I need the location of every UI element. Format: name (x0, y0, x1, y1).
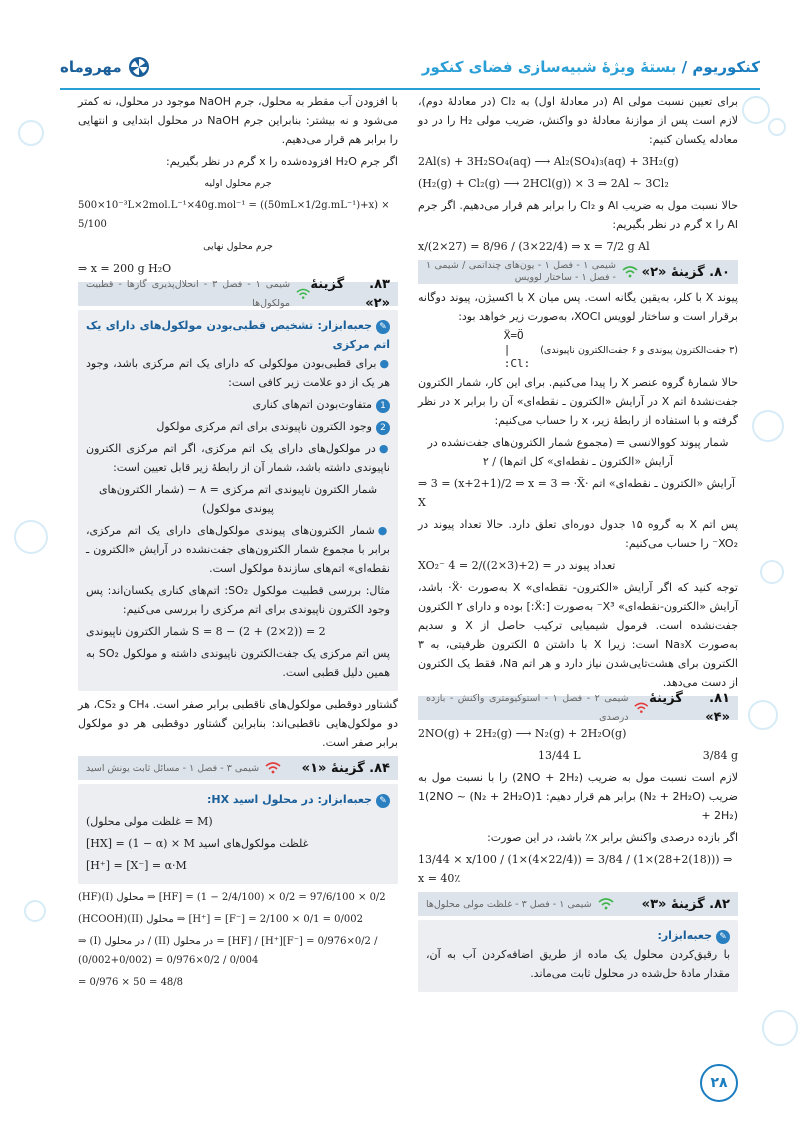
toolbox-heading: جعبه‌ابزار: (657, 929, 712, 942)
paragraph: پیوند X با کلر، به‌یقین یگانه است. پس میان X با اکسیژن، پیوند دوگانه برقرار است و ساختار لوویس XOCl، به‌صورت زیر خواهد بود: (418, 291, 739, 323)
list-item: ●شمار الکترون‌های پیوندی مولکول‌های دارای یک اتم مرکزی، برابر با مجموع شمار الکترون‌های جفت‌نشده در آرایش «الکترون ـ نقطه‌ای» اتم‌های سازندهٔ مولکول است. (86, 524, 390, 575)
paragraph: اگر بازده درصدی واکنش برابر x٪ باشد، در این صورت: (487, 831, 738, 844)
decor-bubble (24, 900, 46, 922)
equation: (HF)(I) محلول ⇒ [HF] = (1 − 2/4/100) × 0/2 = 97/6/100 × 0/2 (78, 892, 386, 903)
decor-bubble (752, 410, 784, 442)
bullet-icon: ● (378, 442, 390, 455)
bullet-icon: ● (377, 524, 390, 537)
list-item: ●برای قطبی‌بودن مولکولی که دارای یک اتم مرکزی باشد، وجود هر یک از دو علامت زیر کافی است: (86, 357, 390, 389)
bullet-icon: ● (379, 357, 390, 370)
right-column (418, 92, 738, 996)
question-number: ۸۱. گزینهٔ «۴» (649, 691, 730, 725)
question-bar-80 (418, 260, 738, 284)
equation-under: 13/44 L 3/84 g (538, 749, 738, 762)
equation: شمار الکترون ناپیوندی S = 8 − (2 + (2×2)) = 2 (86, 625, 326, 638)
question-number: ۸۲. گزینهٔ «۳» (641, 896, 730, 912)
page-header (60, 52, 760, 90)
decor-bubble (14, 520, 48, 554)
list-item: 1متفاوت‌بودن اتم‌های کناری (86, 395, 390, 414)
paragraph: پس اتم مرکزی یک جفت‌الکترون ناپیوندی داشته و مولکول SO₂ به همین دلیل قطبی است. (86, 647, 390, 679)
equation: ⇒ 3 = (x+2+1)/2 ⇒ x = 3 ⇒ ·Ẍ· آرایش «الکترون ـ نقطه‌ای» اتم X (418, 477, 736, 509)
equation: x/(2×27) = 8/96 / (3×22/4) ⇒ x = 7/2 g Al (418, 240, 650, 253)
equation: (HCOOH)(II) محلول ⇒ [H⁺] = [F⁻] = 2/100 × 0/1 = 0/002 (78, 914, 363, 925)
decor-bubble (742, 96, 770, 124)
paragraph: حالا شمارهٔ گروه عنصر X را پیدا می‌کنیم. برای این کار، شمار الکترون جفت‌نشدهٔ اتم X در آرایش «الکترون ـ نقطه‌ای» آن را برابر x در نظر گرفته و با استفاده از رابطهٔ زیر، x را حساب می‌کنیم: (418, 376, 739, 427)
equation: [HX] = (1 − α) × M غلظت مولکول‌های اسید (86, 837, 309, 850)
toolbox-heading: جعبه‌ابزار: در محلول اسید HX: (206, 793, 372, 806)
question-topic: شیمی ۱ - فصل ۱ - یون‌های چنداتمی / شیمی ۱ - فصل ۱ - ساختار لوویس (426, 260, 616, 283)
lewis-note: (۳ جفت‌الکترون پیوندی و ۶ جفت‌الکترون ناپیوندی) (540, 344, 738, 356)
page-number: ۲۸ (700, 1064, 738, 1102)
question-bar-83 (78, 277, 398, 311)
paragraph: گشتاور دوقطبی مولکول‌های ناقطبی برابر صفر است. CH₄ و CS₂، هر دو مولکول‌هایی ناقطبی‌اند: بنابراین گشتاور دوقطبی هر دو مولکول برابر صفر است. (78, 698, 398, 749)
toolbox (78, 784, 398, 884)
question-topic: شیمی ۱ - فصل ۳ - غلظت مولی محلول‌ها (426, 898, 592, 910)
wrench-icon: ✎ (376, 794, 390, 808)
fan-logo-icon (128, 56, 150, 78)
toolbox-text: با رقیق‌کردن محلول یک ماده از طریق اضافه‌کردن آب به آن، مقدار مادهٔ حل‌شده در محلول ثابت می‌ماند. (426, 948, 730, 980)
list-item: 2وجود الکترون ناپیوندی برای اتم مرکزی مولکول (86, 417, 390, 436)
left-column (78, 92, 398, 995)
equation-label: جرم محلول نهایی (203, 241, 273, 252)
decor-bubble (18, 120, 44, 146)
paragraph: حالا نسبت مول به ضریب Al و Cl₂ را برابر هم قرار می‌دهیم. اگر جرم Al را x گرم در نظر بگیریم: (418, 199, 738, 231)
wrench-icon: ✎ (716, 930, 730, 944)
question-bar-82 (418, 892, 738, 916)
paragraph: با افزودن آب مقطر به محلول، جرم NaOH موجود در محلول، نه کمتر می‌شود و نه بیشتر: بنابراین جرم NaOH در محلول ابتدایی و انتهایی را برابر هم قرار می‌دهیم. (78, 95, 398, 146)
toolbox-heading: جعبه‌ابزار: تشخیص قطبی‌بودن مولکول‌های دارای یک اتم مرکزی (86, 319, 390, 351)
equation: 13/44 × x/100 / (1×(4×22/4)) = 3/84 / (1×(28+2(18))) ⇒ x = 40٪ (418, 853, 733, 885)
equation: 2Al(s) + 3H₂SO₄(aq) ⟶ Al₂(SO₄)₃(aq) + 3H₂(g) (418, 155, 679, 168)
question-bar-84 (78, 756, 398, 780)
paragraph: اگر جرم H₂O افزوده‌شده را x گرم در نظر بگیریم: (166, 155, 398, 168)
question-topic: شیمی ۱ - فصل ۳ - انحلال‌پذیری گازها - قطبیت مولکول‌ها (86, 279, 291, 309)
decor-bubble (760, 560, 784, 584)
lewis-drawing: Ẍ=Ö | :Cl: (503, 329, 531, 370)
equation: 500×10⁻³L×2mol.L⁻¹×40g.mol⁻¹ = ((50mL×1/2g.mL⁻¹)+x) × 5/100 (78, 200, 390, 230)
brand-logo (60, 56, 150, 78)
decor-bubble (768, 118, 786, 136)
signal-icon (296, 288, 310, 300)
number-badge: 2 (376, 421, 390, 435)
signal-icon (265, 762, 281, 774)
equation: (غلظت مولی محلول = M) (86, 815, 213, 828)
question-bar-81 (418, 691, 738, 725)
decor-bubble (762, 1010, 798, 1046)
brand-name: مهروماه (60, 58, 122, 76)
equation: XO₂⁻ تعداد پیوند در = (2+(3×2))/2 = 4 (418, 559, 616, 572)
example-text: مثال: بررسی قطبیت مولکول SO₂: اتم‌های کناری یکسان‌اند: پس وجود الکترون ناپیوندی برای اتم مرکزی را بررسی می‌کنیم: (86, 584, 390, 616)
paragraph: توجه کنید که اگر آرایش «الکترون- نقطه‌ای» X به‌صورت ·Ẍ· باشد، آرایش «الکترون-نقطه‌ای» X³⁻ به‌صورت [:Ẍ:] بوده و دارای ۲ الکترون جفت‌نشده است. فرمول شیمیایی ترکیب حاصل از X و سدیم به‌صورت Na₃X است: زیرا X با داشتن ۵ الکترون ظرفیتی، به ۳ الکترون برای هشت‌تایی‌شدن نیاز دارد و هر اتم Na، فقط یک الکترون از دست می‌دهد. (418, 581, 739, 689)
list-item: ●در مولکول‌های دارای یک اتم مرکزی، اگر اتم مرکزی الکترون ناپیوندی داشته باشد، شمار آن از رابطهٔ زیر قابل تعیین است: (86, 442, 390, 474)
paragraph: پس اتم X به گروه ۱۵ جدول دوره‌ای تعلق دارد. حالا تعداد پیوند در XO₂⁻ را حساب می‌کنیم: (418, 518, 738, 550)
equation: ⇒ x = 200 g H₂O (78, 262, 172, 275)
toolbox (78, 310, 398, 691)
lewis-structure (418, 329, 738, 371)
equation-label: جرم محلول اولیه (204, 178, 272, 189)
question-topic: شیمی ۲ - فصل ۱ - استوکیومتری واکنش - بازده درصدی (426, 693, 629, 723)
header-title: کنکوریوم / بستهٔ ویژهٔ شبیه‌سازی فضای کنکور (421, 58, 760, 76)
signal-icon (634, 702, 649, 714)
toolbox (418, 920, 738, 992)
decor-bubble (748, 700, 778, 730)
equation: [H⁺] = [X⁻] = α·M (86, 859, 187, 872)
paragraph: برای تعیین نسبت مولی Al (در معادلهٔ اول) به Cl₂ (در معادلهٔ دوم)، لازم است پس از موازنهٔ معادلهٔ دو واکنش، ضریب مولی H₂ را در دو معادله یکسان کنیم: (418, 95, 738, 146)
question-topic: شیمی ۳ - فصل ۱ - مسائل ثابت یونش اسید (86, 762, 260, 774)
question-number: ۸۰. گزینهٔ «۲» (641, 264, 730, 280)
question-number: ۸۴. گزینهٔ «۱» (301, 760, 390, 776)
equation: = 0/976 × 50 = 48/8 (78, 977, 184, 988)
question-number: ۸۳. گزینهٔ «۲» (310, 277, 390, 311)
wrench-icon: ✎ (376, 320, 390, 334)
equation: (H₂(g) + Cl₂(g) ⟶ 2HCl(g)) × 3 ⇒ 2Al ~ 3Cl₂ (418, 177, 669, 190)
formula: شمار الکترون ناپیوندی اتم مرکزی = ۸ − (شمار الکترون‌های پیوندی مولکول) (98, 483, 378, 515)
equation: ⇒ (I) در محلول / (II) در محلول = [HF] / [H⁺][F⁻] = 0/976×0/2 / (0/002+0/002) = 0/976×0/2 / 0/004 (78, 936, 378, 966)
equation: 2NO(g) + 2H₂(g) ⟶ N₂(g) + 2H₂O(g) (418, 727, 627, 740)
signal-icon (598, 898, 614, 910)
formula: شمار پیوند کووالانسی = (مجموع شمار الکترون‌های جفت‌نشده در آرایش «الکترون ـ نقطه‌ای» کل اتم‌ها) / ۲ (427, 436, 729, 468)
signal-icon (622, 266, 638, 278)
paragraph: لازم است نسبت مول به ضریب (2NO + 2H₂) را با نسبت مول به ضریب (N₂ + 2H₂O) برابر هم قرار دهیم: 1(N₂ + 2H₂O) ~ 1(2NO + 2H₂) (418, 771, 739, 822)
number-badge: 1 (376, 399, 390, 413)
